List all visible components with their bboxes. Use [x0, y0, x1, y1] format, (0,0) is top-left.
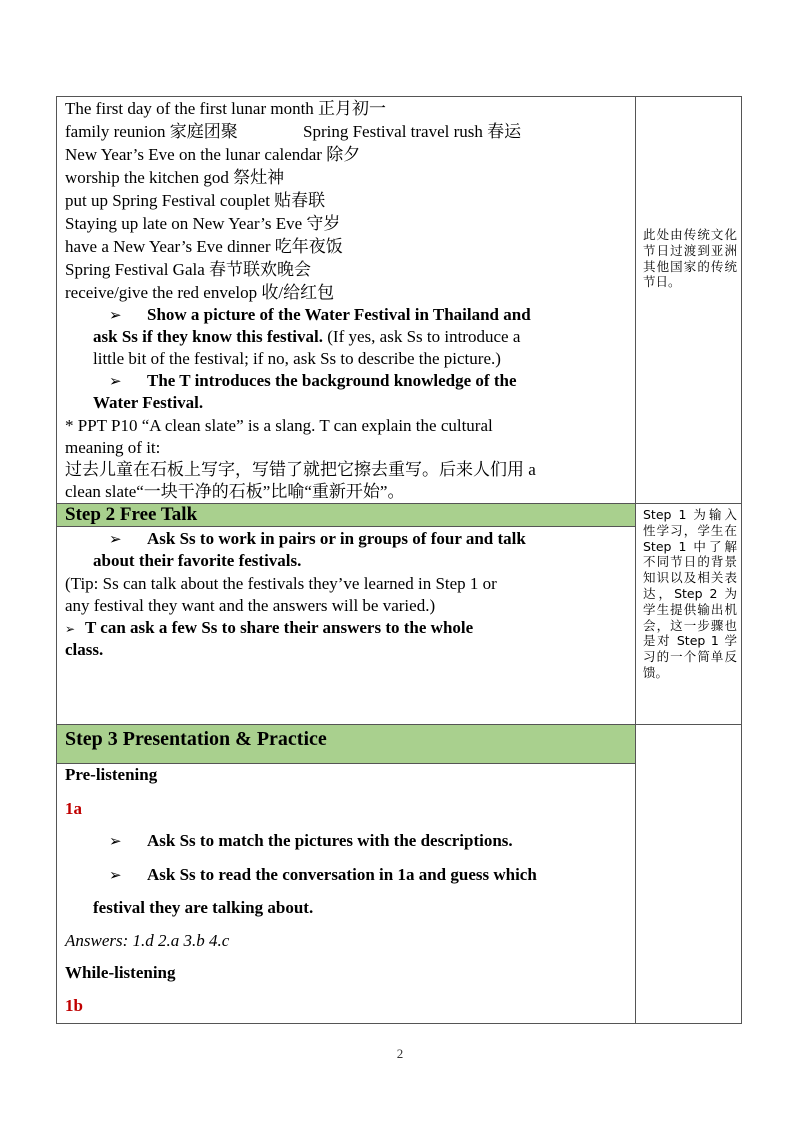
header-divider: [57, 763, 635, 764]
step2-share-line2: class.: [65, 640, 104, 659]
arrow-bullet-icon: ➢: [109, 306, 122, 324]
step2-tip-line: any festival they want and the answers will be varied.): [65, 596, 436, 615]
step2-tip-line: (Tip: Ss can talk about the festivals they’ve learned in Step 1 or: [65, 574, 497, 593]
page-number: 2: [396, 1046, 404, 1061]
vocab-line: put up Spring Festival couplet 贴春联: [65, 191, 326, 210]
vocab-line: worship the kitchen god 祭灶神: [65, 168, 285, 187]
step3-bullet2: ➢ Ask Ss to read the conversation in 1a and guess which: [109, 865, 537, 884]
column-divider: [635, 97, 636, 1024]
arrow-bullet-icon: ➢: [65, 622, 76, 636]
arrow-bullet-icon: ➢: [109, 372, 122, 390]
bullet-water-festival: ➢ Show a picture of the Water Festival in Thailand and: [109, 305, 531, 324]
vocab-line: Staying up late on New Year’s Eve 守岁: [65, 214, 341, 233]
step2-bullet-line2: about their favorite festivals.: [93, 551, 302, 570]
bullet-background: ➢ The T introduces the background knowledge of the: [109, 371, 517, 390]
arrow-bullet-icon: ➢: [109, 530, 122, 548]
ppt-note-line: 过去儿童在石板上写字，写错了就把它擦去重写。后来人们用 a: [65, 460, 536, 479]
ppt-note-line: meaning of it:: [65, 438, 161, 457]
while-listening-label: While-listening: [65, 963, 176, 982]
lesson-table: [56, 96, 742, 1024]
arrow-bullet-icon: ➢: [109, 832, 122, 850]
vocab-line: Spring Festival travel rush 春运: [303, 122, 522, 141]
vocab-line: New Year’s Eve on the lunar calendar 除夕: [65, 145, 361, 164]
vocab-line: have a New Year’s Eve dinner 吃年夜饭: [65, 237, 343, 256]
vocab-line: family reunion 家庭团聚: [65, 122, 238, 141]
arrow-bullet-icon: ➢: [109, 866, 122, 884]
step3-bullet1: ➢ Ask Ss to match the pictures with the descriptions.: [109, 831, 513, 850]
bullet-background-line2: Water Festival.: [93, 393, 204, 412]
side-note-step2: Step 1 为输入性学习，学生在 Step 1 中了解不同节日的背景知识以及相关表达，Step 2 为学生提供输出机会，这一步骤也是对 Step 1 学习的一个简单反馈。: [643, 507, 737, 680]
step3-bullet2-line2: festival they are talking about.: [93, 898, 314, 917]
bullet-water-festival-line2: ask Ss if they know this festival. (If yes, ask Ss to introduce a: [93, 327, 521, 346]
side-note-transition: 此处由传统文化节日过渡到亚洲其他国家的传统节日。: [643, 227, 737, 290]
vocab-line: The first day of the first lunar month 正月初一: [65, 99, 387, 118]
step2-bullet: ➢ Ask Ss to work in pairs or in groups of four and talk: [109, 529, 526, 548]
label-1b: 1b: [65, 996, 83, 1015]
step2-header: Step 2 Free Talk: [57, 504, 635, 526]
header-divider: [57, 526, 635, 527]
ppt-note-line: clean slate“一块干净的石板”比喻“重新开始”。: [65, 482, 405, 501]
step2-share: ➢ T can ask a few Ss to share their answers to the whole: [65, 618, 474, 637]
ppt-note-line: * PPT P10 “A clean slate” is a slang. T can explain the cultural: [65, 416, 493, 435]
answers-text: Answers: 1.d 2.a 3.b 4.c: [65, 931, 230, 950]
label-1a: 1a: [65, 799, 82, 818]
vocab-line: Spring Festival Gala 春节联欢晚会: [65, 260, 312, 279]
step3-header: Step 3 Presentation & Practice: [57, 725, 635, 763]
vocab-line: receive/give the red envelop 收/给红包: [65, 283, 335, 302]
pre-listening-label: Pre-listening: [65, 765, 158, 784]
bullet-water-festival-line3: little bit of the festival; if no, ask Ss to describe the picture.): [93, 349, 501, 368]
